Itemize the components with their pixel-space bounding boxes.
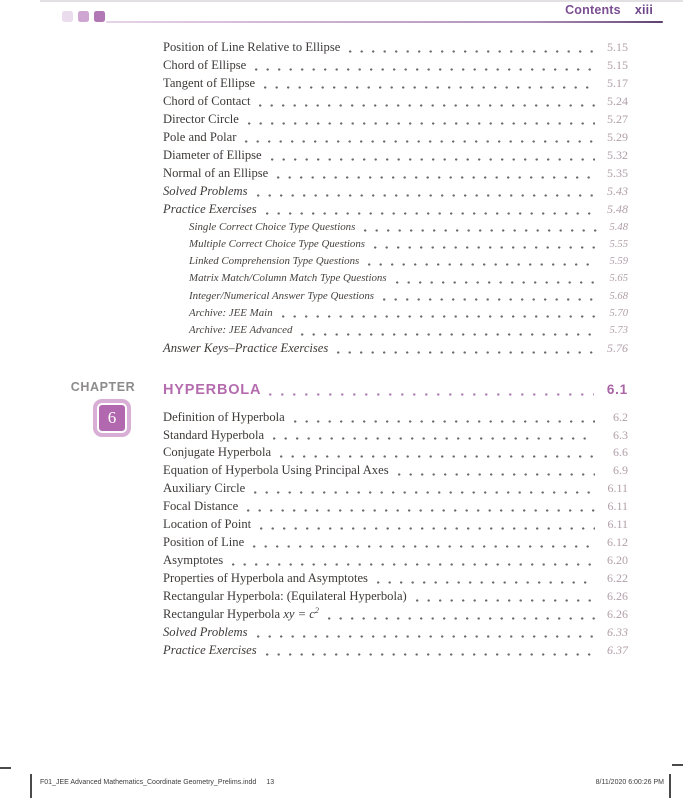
decorative-square	[94, 11, 105, 22]
toc-entry-page: 5.24	[607, 93, 628, 108]
decorative-square	[78, 11, 89, 22]
crop-mark	[672, 764, 683, 766]
toc-entry-label: Properties of Hyperbola and Asymptotes	[163, 571, 368, 586]
toc-entry-page: 6.2	[613, 409, 628, 424]
toc-entry	[163, 57, 628, 75]
toc-entry	[163, 129, 628, 147]
toc-entry	[163, 444, 628, 462]
dot-leader	[253, 544, 595, 549]
dot-leader	[260, 526, 595, 531]
toc-entry-label: Multiple Correct Choice Type Questions	[189, 237, 366, 250]
dot-leader	[328, 616, 595, 621]
dot-leader	[264, 85, 595, 90]
dot-leader	[398, 472, 595, 477]
toc-entry	[163, 462, 628, 480]
chapter-label: CHAPTER	[70, 379, 136, 394]
dot-leader	[374, 245, 597, 250]
dot-leader	[255, 67, 595, 72]
toc-entry-label: Practice Exercises	[163, 201, 257, 216]
dot-leader	[257, 634, 595, 639]
toc-entry-page: 6.20	[607, 553, 628, 568]
toc-entry-label: Position of Line Relative to Ellipse	[163, 40, 341, 54]
dot-leader	[294, 419, 595, 424]
toc-entry	[163, 516, 628, 534]
toc-entry-page: 6.6	[613, 445, 628, 460]
dot-leader	[259, 103, 595, 108]
dot-leader	[248, 121, 595, 126]
toc-entry	[163, 39, 628, 57]
toc-entry-label: Solved Problems	[163, 625, 248, 639]
dot-leader	[368, 262, 597, 267]
toc-entry-page: 5.55	[609, 238, 628, 250]
toc-entry-page: 5.32	[607, 147, 628, 162]
footer-document-name: F01_JEE Advanced Mathematics_Coordinate Geometry_Prelims.indd	[40, 779, 257, 786]
dot-leader	[277, 175, 595, 180]
toc-entry-page: 6.37	[607, 642, 628, 657]
dot-leader	[266, 211, 595, 216]
dot-leader	[416, 598, 595, 603]
toc-entry-page: 5.15	[607, 40, 628, 54]
toc-entry-label: Single Correct Choice Type Questions	[189, 220, 356, 233]
toc-entry-label: Linked Comprehension Type Questions	[189, 255, 360, 268]
toc-entry	[163, 606, 628, 624]
footer-file-info	[40, 779, 274, 786]
toc-entry-label: Focal Distance	[163, 499, 239, 514]
toc-entry-page: 6.11	[607, 499, 628, 514]
toc-entry	[163, 498, 628, 516]
toc-entry	[163, 340, 628, 358]
crop-mark	[669, 774, 671, 798]
toc-entry-label: Asymptotes	[163, 553, 224, 568]
toc-entry-label: Archive: JEE Advanced	[189, 324, 293, 337]
dot-leader	[245, 139, 595, 144]
toc-entry	[163, 93, 628, 111]
toc-entry-label: Tangent of Ellipse	[163, 75, 256, 90]
dot-leader	[349, 49, 595, 54]
chapter-6-section	[70, 379, 628, 660]
dot-leader	[383, 297, 597, 302]
chapter-title-page: 6.1	[606, 381, 628, 397]
scan-artifact-line	[40, 0, 683, 2]
toc-entry-page: 5.73	[609, 325, 628, 337]
toc-entry	[189, 322, 628, 339]
toc-entry-label: Rectangular Hyperbola xy = $c^2$	[163, 605, 319, 622]
toc-entry	[163, 201, 628, 219]
toc-entry	[189, 305, 628, 322]
toc-entry-page: 5.29	[607, 129, 628, 144]
toc-entry-page: 6.11	[607, 517, 628, 532]
dot-leader	[257, 193, 595, 198]
toc-entry-label: Normal of an Ellipse	[163, 165, 269, 180]
crop-mark	[30, 774, 32, 798]
toc-entry-label: Equation of Hyperbola Using Principal Axes	[163, 463, 389, 478]
toc-entry-page: 5.43	[607, 183, 628, 198]
toc-entry-label: Location of Point	[163, 517, 252, 532]
toc-entry-page: 6.22	[607, 571, 628, 586]
toc-entry	[163, 570, 628, 588]
toc-entry	[163, 111, 628, 129]
toc-entry-label: Standard Hyperbola	[163, 427, 265, 442]
dot-leader	[364, 228, 597, 233]
toc-entry	[163, 624, 628, 642]
toc-entry-label: Answer Keys–Practice Exercises	[163, 340, 329, 355]
toc-entry	[163, 480, 628, 498]
dot-leader	[271, 157, 595, 162]
chapter-sidebar	[62, 380, 144, 433]
toc-entry-page: 5.65	[609, 273, 628, 285]
chapter-title-row	[163, 379, 628, 401]
dot-leader	[273, 436, 595, 441]
crop-mark	[0, 767, 11, 769]
toc-entry-label: Integer/Numerical Answer Type Questions	[189, 289, 375, 302]
toc-entry-label: Position of Line	[163, 535, 245, 550]
toc-entry-label: Practice Exercises	[163, 642, 257, 657]
toc-entry	[163, 409, 628, 427]
dot-leader	[269, 392, 594, 397]
footer-page-indicator: 13	[266, 779, 275, 786]
toc-entry	[163, 75, 628, 93]
toc-entry-label: Pole and Polar	[163, 129, 237, 144]
toc-entry-page: 5.27	[607, 111, 628, 126]
toc-entry-label: Chord of Contact	[163, 93, 251, 108]
toc-entry	[163, 427, 628, 445]
dot-leader	[282, 314, 597, 319]
toc-entry-page: 5.17	[607, 75, 628, 90]
toc-entry-page: 6.3	[613, 427, 628, 442]
decorative-square	[62, 11, 73, 22]
toc-entry-label: Solved Problems	[163, 183, 248, 198]
decorative-squares	[62, 11, 105, 22]
toc-entry	[189, 219, 628, 236]
toc-entry-page: 5.76	[607, 340, 628, 355]
page-header	[565, 3, 653, 17]
toc-entry-page: 6.26	[607, 589, 628, 604]
toc-entry-page: 6.33	[607, 625, 628, 639]
toc-entry-page: 5.68	[609, 290, 628, 302]
toc-entry-label: Rectangular Hyperbola: (Equilateral Hyperbola)	[163, 589, 407, 604]
toc-entry-label: Diameter of Ellipse	[163, 147, 262, 162]
table-of-contents	[70, 39, 628, 660]
toc-entry-page: 6.12	[607, 535, 628, 550]
header-rule	[106, 21, 663, 23]
dot-leader	[396, 280, 597, 285]
toc-entry-page: 5.48	[607, 201, 628, 216]
toc-entry-page: 5.48	[609, 221, 628, 233]
toc-entry-label: Chord of Ellipse	[163, 57, 247, 72]
toc-entry-label: Conjugate Hyperbola	[163, 445, 272, 460]
toc-entry-page: 5.15	[607, 57, 628, 72]
toc-entry-label: Director Circle	[163, 111, 239, 126]
toc-section-hyperbola	[163, 409, 628, 660]
toc-entry	[163, 183, 628, 201]
dot-leader	[337, 350, 595, 355]
toc-entry	[189, 288, 628, 305]
chapter-number-badge: 6	[97, 403, 127, 433]
toc-entry	[163, 147, 628, 165]
chapter-title: HYPERBOLA	[163, 381, 262, 398]
toc-entry	[163, 588, 628, 606]
dot-leader	[301, 332, 597, 337]
toc-entry-label: Definition of Hyperbola	[163, 409, 285, 424]
toc-entry	[189, 253, 628, 270]
dot-leader	[232, 562, 595, 567]
toc-entry	[189, 236, 628, 253]
toc-entry	[163, 642, 628, 660]
header-page-number: xiii	[634, 3, 653, 17]
toc-entry-label: Auxiliary Circle	[163, 481, 246, 496]
dot-leader	[280, 454, 595, 459]
toc-entry	[163, 165, 628, 183]
footer-timestamp: 8/11/2020 6:00:26 PM	[595, 779, 664, 786]
toc-section-ellipse-continuation	[163, 39, 628, 358]
toc-entry	[189, 270, 628, 287]
toc-entry-label: Matrix Match/Column Match Type Questions	[189, 272, 387, 285]
toc-entry	[163, 534, 628, 552]
dot-leader	[247, 508, 595, 513]
toc-entry-page: 5.59	[609, 256, 628, 268]
toc-entry-page: 5.70	[609, 308, 628, 320]
dot-leader	[377, 580, 595, 585]
toc-entry-page: 5.35	[607, 165, 628, 180]
toc-entry-page: 6.26	[607, 607, 628, 622]
header-title: Contents	[565, 3, 621, 17]
dot-leader	[266, 652, 595, 657]
toc-entry-page: 6.11	[607, 481, 628, 496]
dot-leader	[254, 490, 595, 495]
toc-entry-page: 6.9	[613, 463, 628, 478]
toc-entry	[163, 552, 628, 570]
toc-entry-label: Archive: JEE Main	[189, 307, 273, 320]
